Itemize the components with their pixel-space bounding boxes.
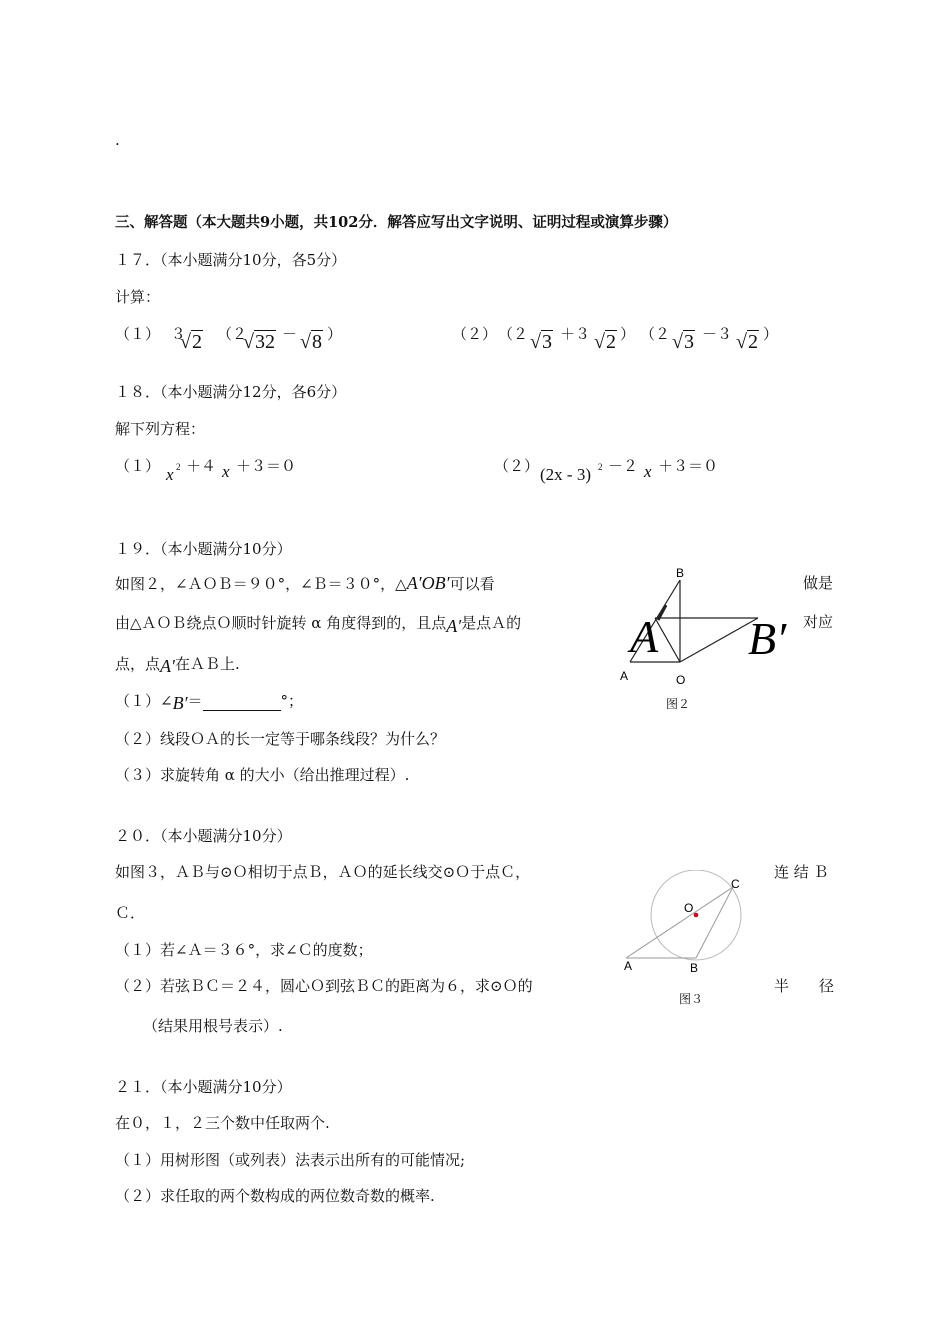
q17-p2-plus: ＋３ bbox=[560, 325, 591, 343]
q17-p2-radical-4: √2 bbox=[736, 331, 758, 353]
q17-p2-radical-3: √3 bbox=[672, 331, 694, 353]
q19-line3-math: A′ bbox=[160, 656, 175, 676]
q18-p2-expr: (2x - 3) bbox=[540, 465, 591, 484]
q20-part2-right: 半 径 bbox=[774, 977, 835, 995]
section-title: 三、解答题（本大题共9小题，共102分．解答应写出文字说明、证明过程或演算步骤） bbox=[115, 214, 678, 231]
q21-header: ２１．（本小题满分10分） bbox=[115, 1078, 292, 1096]
q17-instruction: 计算： bbox=[115, 288, 161, 306]
q21-part2: （２）求任取的两个数构成的两位数奇数的概率. bbox=[115, 1187, 435, 1205]
q18-p2-rest: －２ bbox=[608, 457, 639, 475]
q17-p2-radicand-2: 2 bbox=[605, 331, 616, 353]
fig3-label-a: A bbox=[624, 959, 633, 973]
q20-part2: （２）若弦ＢＣ＝２４，圆心Ｏ到弦ＢＣ的距离为６，求⊙Ｏ的 bbox=[115, 977, 533, 995]
fig2-label-bprime: B′ bbox=[748, 613, 787, 664]
q17-header: １７．（本小题满分10分，各5分） bbox=[115, 251, 347, 269]
q19-part3: （３）求旋转角 α 的大小（给出推理过程）. bbox=[115, 766, 410, 784]
q17-p1-radical-1: √2 bbox=[180, 331, 202, 353]
q17-p2-radicand-3: 3 bbox=[683, 331, 694, 353]
q18-p2-label: （２） bbox=[494, 457, 540, 475]
q18-p1-tail: ＋３＝０ bbox=[236, 457, 297, 475]
q19-line2-text-a: 由△ＡＯＢ绕点Ｏ顺时针旋转 α 角度得到的，且点 bbox=[115, 614, 447, 632]
q17-part1 bbox=[115, 324, 186, 344]
q17-p2-open2: （２ bbox=[640, 325, 671, 343]
q18-p1-label: （１） bbox=[115, 457, 161, 475]
fig2-segment-o-bprime bbox=[680, 618, 758, 662]
q17-p1-coef: ３ bbox=[170, 325, 186, 343]
q20-line2: Ｃ． bbox=[115, 904, 146, 922]
q19-p1-text-b: ＝ bbox=[187, 692, 203, 710]
fig2-label-aprime: A bbox=[630, 611, 659, 662]
q21-line1: 在０，１，２三个数中任取两个. bbox=[115, 1114, 330, 1132]
q19-p1-text-a: （１）∠ bbox=[115, 692, 173, 710]
q20-line1-right: 连 结 Ｂ bbox=[774, 863, 829, 881]
q20-part1: （１）若∠Ａ＝３６°，求∠Ｃ的度数； bbox=[115, 941, 373, 959]
q18-p1-x: x bbox=[166, 465, 174, 484]
q18-p2-x: x bbox=[644, 462, 652, 481]
q19-line3 bbox=[115, 653, 240, 674]
fig2-label-o: O bbox=[676, 673, 686, 687]
fig2-segment-aprime-o bbox=[655, 618, 680, 662]
q19-line2 bbox=[115, 612, 522, 636]
q18-p1-x2: x bbox=[222, 462, 230, 481]
q18-header: １８．（本小题满分12分，各6分） bbox=[115, 383, 347, 401]
q17-p1-radicand-2: 32 bbox=[254, 331, 275, 353]
q17-p1-open: （２ bbox=[217, 325, 248, 343]
q17-p2-radicand-4: 2 bbox=[747, 331, 758, 353]
q17-p2-radical-1: √3 bbox=[530, 331, 552, 353]
q19-line2-math: A′ bbox=[446, 616, 462, 636]
q19-line1-math: A′OB′ bbox=[406, 573, 450, 593]
q17-p2-minus: －３ bbox=[702, 325, 733, 343]
q19-line3-text-b: 在ＡＢ上. bbox=[174, 655, 240, 673]
q18-p2-sup: 2 bbox=[598, 462, 603, 472]
q17-p1-radicand-3: 8 bbox=[311, 331, 322, 353]
q17-p1-label: （１） bbox=[115, 325, 161, 343]
q19-p1-math: B′ bbox=[172, 693, 188, 713]
q19-line1-text-b: 可以看 bbox=[449, 575, 495, 593]
q17-p1-radical-2: √32 bbox=[243, 331, 275, 353]
stray-dot: . bbox=[115, 131, 120, 149]
q20-part2-continued: （结果用根号表示）. bbox=[143, 1017, 283, 1035]
q19-line2-right: 对应 bbox=[803, 613, 834, 631]
q19-line3-text-a: 点，点 bbox=[115, 655, 161, 673]
q17-p2-radicand-1: 3 bbox=[541, 331, 552, 353]
fig3-label-c: C bbox=[731, 877, 740, 891]
q21-part1: （１）用树形图（或列表）法表示出所有的可能情况; bbox=[115, 1151, 466, 1169]
q19-line2-text-b: 是点Ａ的 bbox=[461, 614, 522, 632]
fig3-center-dot bbox=[694, 913, 699, 918]
fig3-label-b: B bbox=[690, 961, 699, 975]
q18-p1-rest: ＋４ bbox=[186, 457, 217, 475]
q17-p1-minus: － bbox=[282, 325, 298, 343]
q19-line1-text-a: 如图２，∠ＡＯＢ＝９０°，∠Ｂ＝３０°，△ bbox=[115, 575, 407, 593]
q19-line1-right: 做是 bbox=[803, 574, 834, 592]
q19-part1 bbox=[115, 690, 303, 711]
fig2-label-b: B bbox=[676, 566, 685, 580]
figure-3-diagram bbox=[615, 870, 765, 990]
fig3-line-a-c bbox=[626, 887, 733, 958]
q17-p1-close: ） bbox=[327, 325, 343, 343]
q17-p2-open1: （２ bbox=[498, 325, 529, 343]
q20-header: ２０．（本小题满分10分） bbox=[115, 827, 292, 845]
figure-2-caption: 图２ bbox=[666, 697, 691, 711]
figure-2-diagram bbox=[600, 560, 810, 720]
q17-p1-radicand-1: 2 bbox=[191, 331, 202, 353]
fig2-label-a: A bbox=[620, 669, 629, 683]
figure-3-caption: 图３ bbox=[679, 992, 704, 1006]
q17-p1-radical-3: √8 bbox=[300, 331, 322, 353]
q19-part2: （２）线段ＯＡ的长一定等于哪条线段？为什么？ bbox=[115, 730, 446, 748]
q17-p2-label: （２） bbox=[452, 325, 498, 343]
q20-line1: 如图３，ＡＢ与⊙Ｏ相切于点Ｂ，ＡＯ的延长线交⊙Ｏ于点Ｃ， bbox=[115, 863, 531, 881]
q17-p2-close1: ） bbox=[620, 325, 636, 343]
q18-p2-tail: ＋３＝０ bbox=[658, 457, 719, 475]
q19-header: １９．（本小题满分10分） bbox=[115, 540, 292, 558]
q18-p1-sup: 2 bbox=[176, 462, 181, 472]
q19-line1 bbox=[115, 573, 495, 594]
q18-instruction: 解下列方程： bbox=[115, 420, 206, 438]
q17-p2-radical-2: √2 bbox=[594, 331, 616, 353]
q17-p2-close2: ） bbox=[763, 325, 779, 343]
fig3-label-o: O bbox=[684, 901, 694, 915]
q19-p1-answer-blank[interactable] bbox=[203, 694, 281, 711]
q19-p1-text-c: °； bbox=[280, 692, 304, 710]
